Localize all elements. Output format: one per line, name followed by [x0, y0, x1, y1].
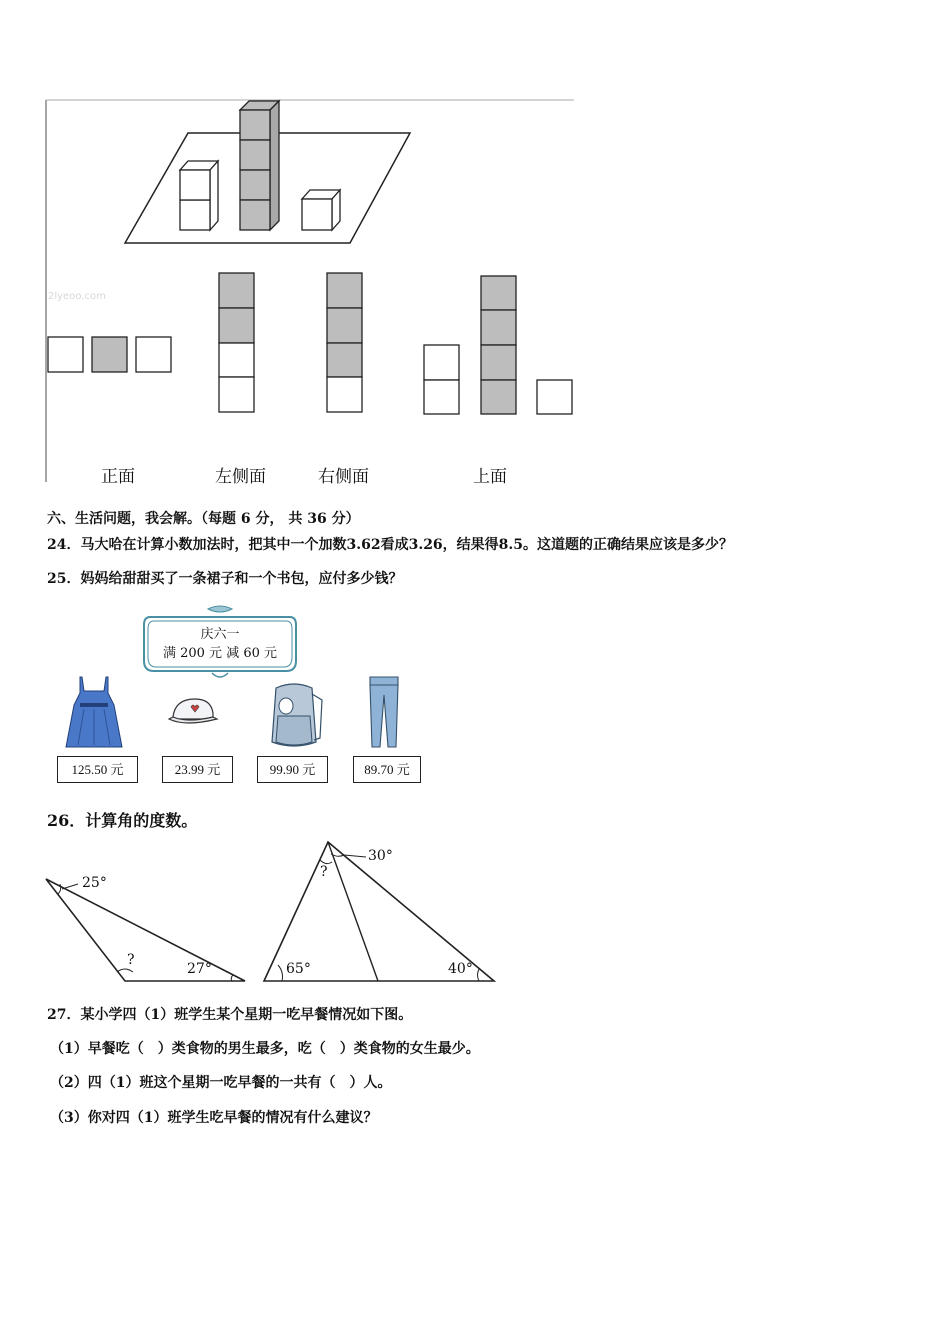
section-heading: 六、生活问题，我会解。（每题 6 分， 共 36 分）: [47, 511, 360, 527]
view-label-front: 正面: [101, 467, 135, 487]
question-27-part-1: （1）早餐吃（ ）类食物的男生最多，吃（ ）类食物的女生最少。: [50, 1041, 480, 1057]
banner-line-2: 满 200 元 减 60 元: [162, 646, 278, 661]
question-25: 25．妈妈给甜甜买了一条裙子和一个书包，应付多少钱？: [47, 571, 403, 587]
watermark: 2lyeoo.com: [48, 291, 106, 302]
price-backpack: 99.90 元: [257, 756, 328, 783]
question-26: 26．计算角的度数。: [47, 811, 198, 830]
triangle-2-unknown: ?: [320, 864, 328, 880]
triangle-1-top-angle: 25°: [82, 875, 107, 891]
question-24: 24．马大哈在计算小数加法时，把其中一个加数3.62看成3.26，结果得8.5。这道题的正确结果应该是多少？: [47, 537, 734, 553]
triangle-1-unknown: ?: [127, 952, 135, 968]
question-27-part-3: （3）你对四（1）班学生吃早餐的情况有什么建议？: [50, 1110, 378, 1126]
view-label-left: 左侧面: [215, 467, 266, 487]
price-jeans: 89.70 元: [353, 756, 421, 783]
banner-line-1: 庆六一: [200, 627, 240, 642]
triangle-1-right-angle: 27°: [187, 961, 212, 977]
price-dress: 125.50 元: [57, 756, 138, 783]
triangle-2-top-angle: 30°: [368, 848, 393, 864]
triangle-2-left-angle: 65°: [286, 961, 311, 977]
view-label-top: 上面: [473, 467, 507, 487]
triangle-2-right-angle: 40°: [448, 961, 473, 977]
question-27: 27．某小学四（1）班学生某个星期一吃早餐情况如下图。: [47, 1007, 413, 1023]
view-label-right: 右侧面: [318, 467, 369, 487]
price-cap: 23.99 元: [162, 756, 233, 783]
question-27-part-2: （2）四（1）班这个星期一吃早餐的一共有（ ）人。: [50, 1075, 392, 1091]
